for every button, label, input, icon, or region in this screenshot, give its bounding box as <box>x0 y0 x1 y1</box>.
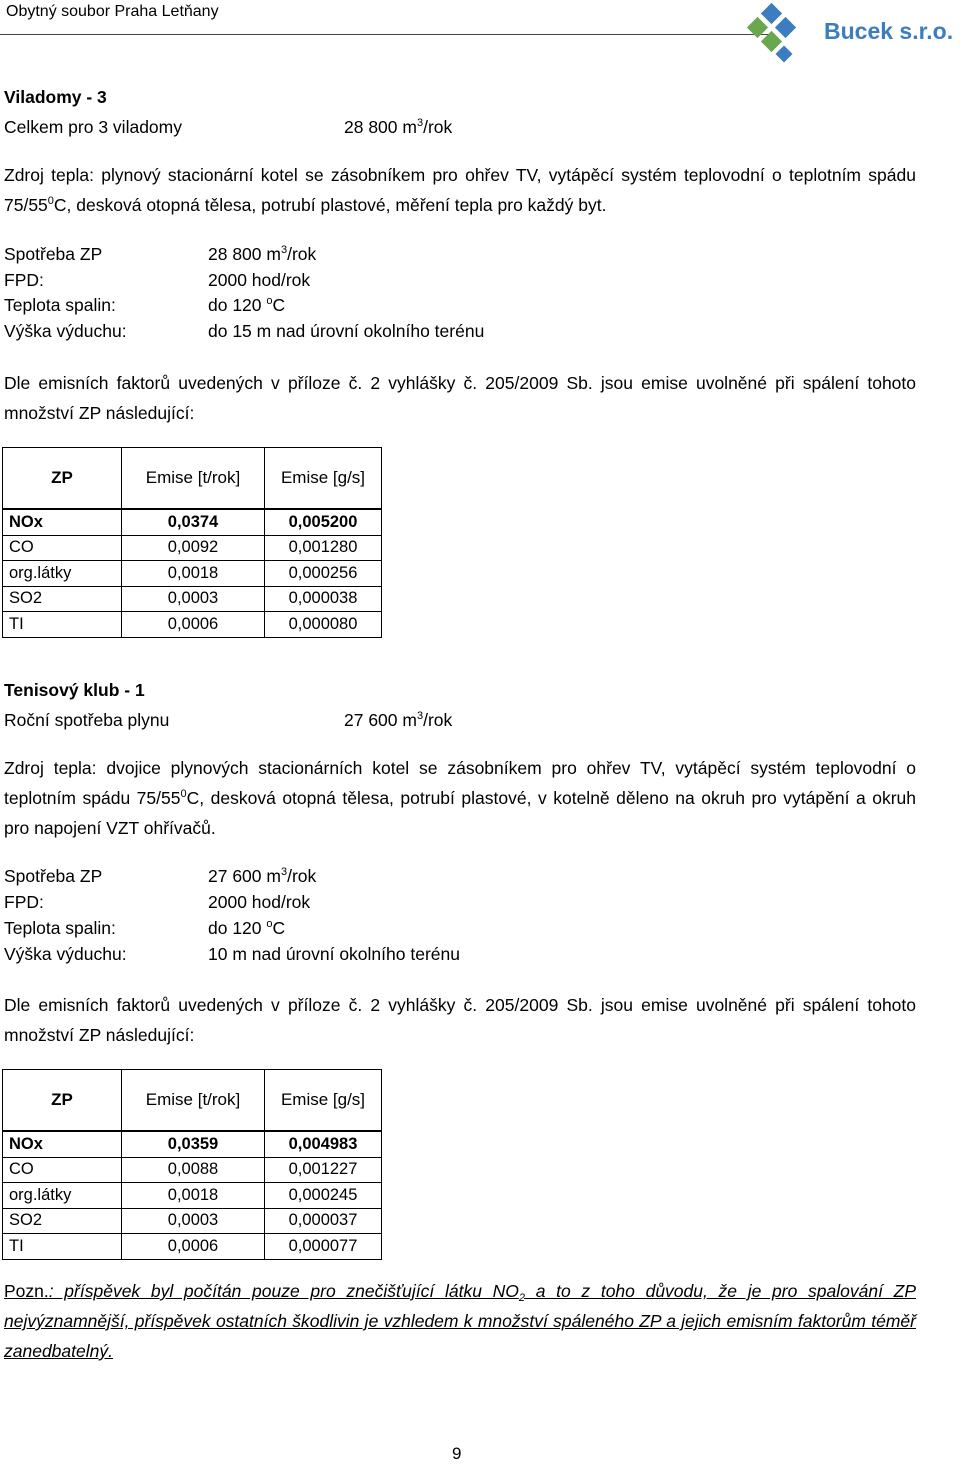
table-cell: 0,000037 <box>265 1208 382 1234</box>
table-row <box>3 509 382 535</box>
param-value: do 120 $^o$C <box>208 295 286 315</box>
table-row <box>3 612 382 638</box>
total-value: 28 800 $m^3$/rok <box>344 117 453 137</box>
param-value: 2000 hod/rok <box>208 270 311 290</box>
table-cell: CO <box>3 535 122 561</box>
total-value: 27 600 $m^3$/rok <box>344 710 453 730</box>
param-value: 27 600 $m^3$/rok <box>208 866 317 886</box>
heat-source-text: Zdroj tepla: plynový stacionární kotel se zásobníkem pro ohřev TV, vytápěcí systém teplovodní o teplotním spádu $75/55^0C$, desková otopná tělesa, potrubí plastové, měření tepla pro každý byt. <box>4 165 916 215</box>
param-label: FPD: <box>4 892 44 912</box>
logo-text: Bucek s.r.o. <box>824 18 954 44</box>
param-label: Teplota spalin: <box>4 918 116 938</box>
table-cell: SO2 <box>3 586 122 612</box>
table-cell: 0,0018 <box>122 561 265 587</box>
emission-table <box>2 1069 382 1260</box>
table-header: ZP <box>3 1070 122 1132</box>
header-title: Obytný soubor Praha Letňany <box>6 3 219 20</box>
table-cell: NOx <box>3 1131 122 1157</box>
footnote: Pozn.: příspěvek byl počítán pouze pro znečišťující látku $NO_2$ a to z toho důvodu, že je pro spalování ZP nejvýznamnější, příspěvek ostatních škodlivin je vzhledem k množství spáleného ZP a jejich emisním faktorům téměř zanedbatelný. <box>4 1281 916 1361</box>
emission-intro: Dle emisních faktorů uvedených v příloze č. 2 vyhlášky č. 205/2009 Sb. jsou emise uvolněné při spálení tohoto množství ZP následující: <box>4 373 916 423</box>
param-label: Spotřeba ZP <box>4 244 103 264</box>
param-value: do 15 m nad úrovní okolního terénu <box>208 321 485 341</box>
param-label: Spotřeba ZP <box>4 866 103 886</box>
table-row <box>3 586 382 612</box>
table-header: Emise [t/rok] <box>122 448 265 510</box>
param-label: Výška výduchu: <box>4 321 127 341</box>
table-cell: 0,0088 <box>122 1157 265 1183</box>
heat-source-text: Zdroj tepla: dvojice plynových stacionárních kotel se zásobníkem pro ohřev TV, vytápěcí systém teplovodní o teplotním spádu $75/55^0C$, desková otopná tělesa, potrubí plastové, v kotelně děleno na okruh pro vytápění a okruh pro napojení VZT ohřívačů. <box>4 758 916 838</box>
table-row <box>3 1234 382 1260</box>
table-cell: CO <box>3 1157 122 1183</box>
table-cell: 0,000038 <box>265 586 382 612</box>
header-rule <box>0 34 770 35</box>
param-value: 2000 hod/rok <box>208 892 311 912</box>
table-row <box>3 535 382 561</box>
total-label: Celkem pro 3 viladomy <box>4 117 182 137</box>
table-cell: 0,0003 <box>122 586 265 612</box>
table-cell: 0,0018 <box>122 1183 265 1209</box>
emission-intro: Dle emisních faktorů uvedených v příloze č. 2 vyhlášky č. 205/2009 Sb. jsou emise uvolněné při spálení tohoto množství ZP následující: <box>4 995 916 1045</box>
param-label: Teplota spalin: <box>4 295 116 315</box>
table-row <box>3 1208 382 1234</box>
table-cell: 0,005200 <box>265 509 382 535</box>
param-value: 28 800 $m^3$/rok <box>208 244 317 264</box>
page-number: 9 <box>452 1444 462 1463</box>
table-cell: NOx <box>3 509 122 535</box>
table-cell: 0,004983 <box>265 1131 382 1157</box>
table-header: Emise [g/s] <box>265 448 382 510</box>
table-cell: 0,0374 <box>122 509 265 535</box>
param-value: 10 m nad úrovní okolního terénu <box>208 944 460 964</box>
table-cell: 0,0006 <box>122 612 265 638</box>
section-heading: Tenisový klub - 1 <box>4 680 145 700</box>
table-cell: 0,001227 <box>265 1157 382 1183</box>
table-cell: 0,000080 <box>265 612 382 638</box>
table-cell: 0,001280 <box>265 535 382 561</box>
table-cell: 0,0006 <box>122 1234 265 1260</box>
logo-diamonds-icon <box>742 0 822 66</box>
table-header: ZP <box>3 448 122 510</box>
table-cell: 0,000245 <box>265 1183 382 1209</box>
total-label: Roční spotřeba plynu <box>4 710 170 730</box>
table-row <box>3 1183 382 1209</box>
param-label: Výška výduchu: <box>4 944 127 964</box>
table-cell: SO2 <box>3 1208 122 1234</box>
table-cell: TI <box>3 1234 122 1260</box>
table-cell: TI <box>3 612 122 638</box>
param-label: FPD: <box>4 270 44 290</box>
table-row <box>3 1131 382 1157</box>
table-cell: org.látky <box>3 1183 122 1209</box>
section-heading: Viladomy - 3 <box>4 87 107 107</box>
table-cell: 0,0003 <box>122 1208 265 1234</box>
table-cell: 0,000256 <box>265 561 382 587</box>
company-logo <box>742 0 960 66</box>
table-cell: org.látky <box>3 561 122 587</box>
table-header: Emise [t/rok] <box>122 1070 265 1132</box>
table-row <box>3 561 382 587</box>
table-cell: 0,000077 <box>265 1234 382 1260</box>
param-value: do 120 $^o$C <box>208 918 286 938</box>
table-row <box>3 1157 382 1183</box>
emission-table <box>2 447 382 638</box>
table-cell: 0,0092 <box>122 535 265 561</box>
table-header: Emise [g/s] <box>265 1070 382 1132</box>
table-cell: 0,0359 <box>122 1131 265 1157</box>
